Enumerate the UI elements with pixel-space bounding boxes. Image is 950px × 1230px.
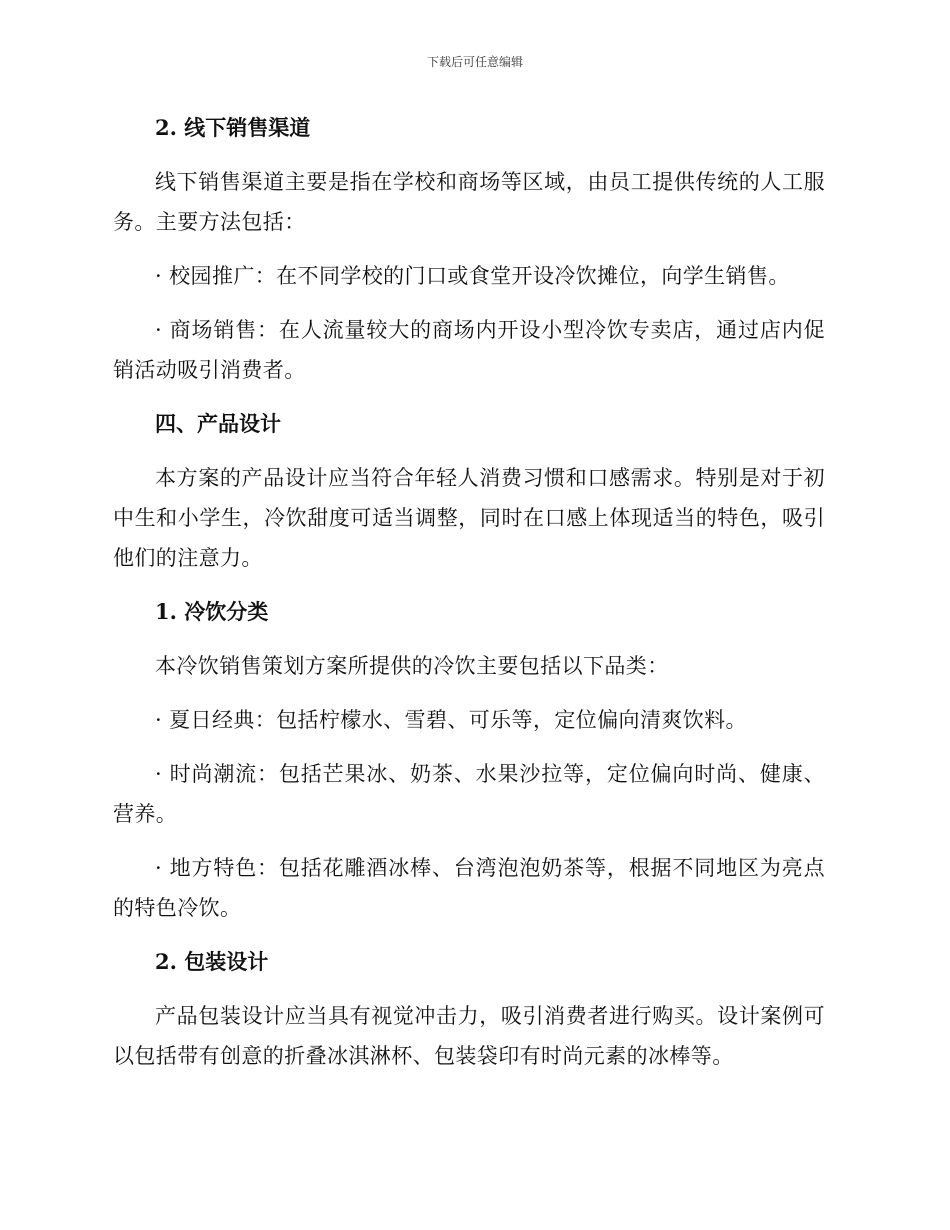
section-heading-offline-channels: 2. 线下销售渠道 xyxy=(155,115,311,140)
bullet-fashion-trends: · 时尚潮流：包括芒果冰、奶茶、水果沙拉等，定位偏向时尚、健康、营养。 xyxy=(113,762,825,826)
bullet-mall-sales: · 商场销售：在人流量较大的商场内开设小型冷饮专卖店，通过店内促销活动吸引消费者。 xyxy=(113,318,825,382)
bullet-summer-classics: · 夏日经典：包括柠檬水、雪碧、可乐等，定位偏向清爽饮料。 xyxy=(155,708,747,732)
bullet-local-specialties: · 地方特色：包括花雕酒冰棒、台湾泡泡奶茶等，根据不同地区为亮点的特色冷饮。 xyxy=(113,856,825,920)
section-heading-product-design: 四、产品设计 xyxy=(155,411,281,436)
bullet-campus-promotion: · 校园推广：在不同学校的门口或食堂开设冷饮摊位，向学生销售。 xyxy=(155,264,790,288)
section-heading-categories: 1. 冷饮分类 xyxy=(155,599,269,624)
document-body xyxy=(113,108,825,1090)
paragraph-categories-intro: 本冷饮销售策划方案所提供的冷饮主要包括以下品类： xyxy=(155,654,669,678)
section-heading-packaging: 2. 包装设计 xyxy=(155,949,269,974)
paragraph-offline-intro: 线下销售渠道主要是指在学校和商场等区域，由员工提供传统的人工服务。主要方法包括： xyxy=(113,170,825,234)
paragraph-packaging: 产品包装设计应当具有视觉冲击力，吸引消费者进行购买。设计案例可以包括带有创意的折叠冰淇淋杯、包装袋印有时尚元素的冰棒等。 xyxy=(113,1004,825,1068)
page-header: 下载后可任意编辑 xyxy=(426,55,523,69)
paragraph-product-design: 本方案的产品设计应当符合年轻人消费习惯和口感需求。特别是对于初中生和小学生，冷饮甜度可适当调整，同时在口感上体现适当的特色，吸引他们的注意力。 xyxy=(113,466,825,570)
